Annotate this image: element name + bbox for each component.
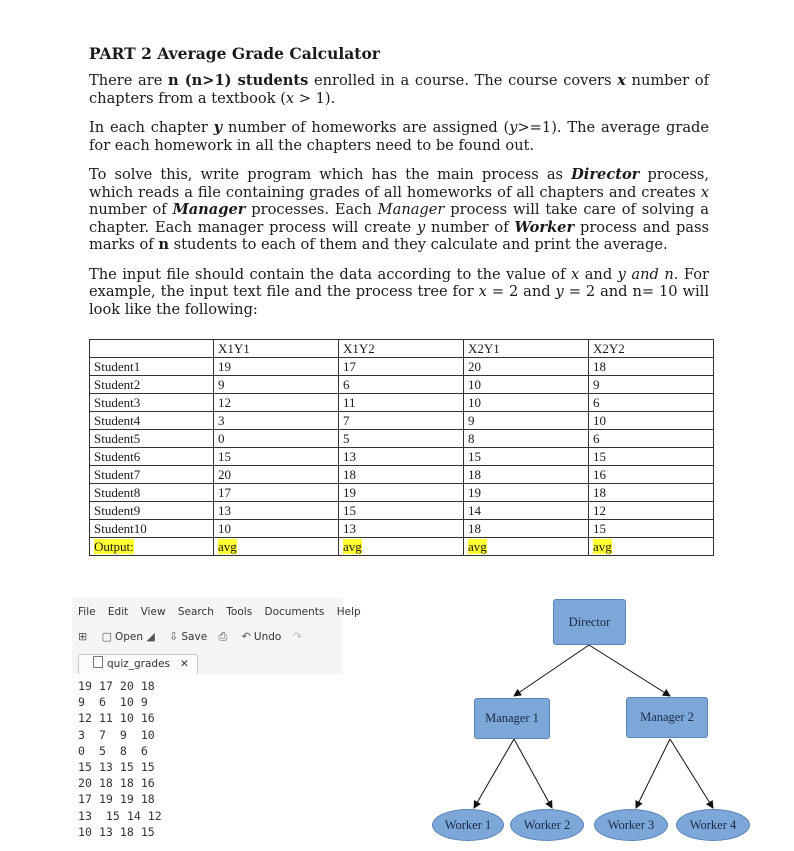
table-cell: 9 xyxy=(214,376,339,394)
text: and xyxy=(579,265,618,283)
table-row xyxy=(90,430,714,448)
paragraph-students xyxy=(89,72,709,107)
table-cell: 15 xyxy=(464,448,589,466)
close-tab-icon[interactable]: ✕ xyxy=(180,658,189,670)
toolbar xyxy=(78,630,313,644)
print-icon: ⎙ xyxy=(218,630,228,643)
row-label-cell: Student5 xyxy=(90,430,214,448)
text: There are xyxy=(89,72,169,89)
editor-line: 10 13 18 15 xyxy=(78,824,155,839)
text: > 1). xyxy=(294,89,336,107)
text: In each chapter xyxy=(89,119,214,136)
table-cell: 10 xyxy=(464,394,589,412)
text: To solve this, write program which has the main process as xyxy=(89,166,572,183)
column-header: X2Y2 xyxy=(589,340,714,358)
table-row xyxy=(90,484,714,502)
term-director: Director xyxy=(571,166,640,183)
paragraph-homeworks xyxy=(89,119,709,154)
menu-view[interactable]: View xyxy=(140,606,166,618)
table-cell: 17 xyxy=(339,358,464,376)
row-label-cell: Student6 xyxy=(90,448,214,466)
table-corner-cell xyxy=(90,340,214,358)
row-label-cell: Student4 xyxy=(90,412,214,430)
worker-3-node: Worker 3 xyxy=(594,809,668,841)
undo-button[interactable] xyxy=(242,630,282,643)
redo-icon: ↷ xyxy=(292,630,302,643)
table-cell: 15 xyxy=(589,448,714,466)
edge-director-manager2 xyxy=(589,645,670,696)
text: enrolled in a course. The course covers xyxy=(308,72,618,89)
row-label-cell: Student2 xyxy=(90,376,214,394)
var-x: x xyxy=(285,89,295,107)
editor-line: 3 7 9 10 xyxy=(78,727,155,742)
text: The input file should contain the data according to the value of xyxy=(89,265,571,283)
editor-line: 12 11 10 16 xyxy=(78,711,155,726)
undo-label: Undo xyxy=(253,631,282,643)
table-cell: 18 xyxy=(464,520,589,538)
new-document-icon: ⊞ xyxy=(78,630,88,643)
table-cell: 5 xyxy=(339,430,464,448)
text: number of homeworks are assigned ( xyxy=(222,119,510,136)
table-row xyxy=(90,502,714,520)
table-cell: 13 xyxy=(214,502,339,520)
var-y: y xyxy=(509,119,518,136)
text: = 2 and n= 10 will look like the following: xyxy=(89,283,709,318)
table-row xyxy=(90,412,714,430)
table-cell: 20 xyxy=(214,466,339,484)
text: number of xyxy=(89,201,173,218)
row-label-cell: Student7 xyxy=(90,466,214,484)
text: students to each of them and they calculate and print the average. xyxy=(168,236,668,253)
table-cell: 12 xyxy=(589,502,714,520)
table-cell: 18 xyxy=(464,466,589,484)
edge-manager1-worker2 xyxy=(514,739,552,808)
text: process, which reads a file containing grades of all homeworks of all chapters and creates xyxy=(89,166,709,201)
new-button[interactable] xyxy=(78,630,90,643)
table-cell: 10 xyxy=(589,412,714,430)
editor-text-area[interactable] xyxy=(72,674,342,851)
text-file-icon xyxy=(93,656,103,668)
grades-table xyxy=(89,339,714,556)
save-label: Save xyxy=(181,631,208,643)
table-cell: 9 xyxy=(589,376,714,394)
table-cell: 20 xyxy=(464,358,589,376)
text-editor-window xyxy=(72,598,361,851)
table-row xyxy=(90,394,714,412)
editor-line: 13 15 14 12 xyxy=(78,808,162,823)
output-value: avg xyxy=(593,539,612,554)
row-label-cell: Student9 xyxy=(90,502,214,520)
var-n: n xyxy=(158,236,169,253)
menu-tools[interactable]: Tools xyxy=(226,606,253,618)
output-value: avg xyxy=(343,539,362,554)
output-value: avg xyxy=(218,539,237,554)
editor-line: 9 6 10 9 xyxy=(78,695,148,710)
text: number of chapters from a textbook ( xyxy=(89,72,709,107)
table-body xyxy=(90,358,714,538)
document-body xyxy=(89,44,709,330)
tab-quiz-grades[interactable] xyxy=(78,654,198,674)
table-cell: 17 xyxy=(214,484,339,502)
editor-line: 20 18 18 16 xyxy=(78,776,155,791)
var-x: x xyxy=(700,183,709,201)
row-label-cell: Student10 xyxy=(90,520,214,538)
menu-documents[interactable]: Documents xyxy=(264,606,325,618)
table-cell: 18 xyxy=(589,484,714,502)
table-cell: 12 xyxy=(214,394,339,412)
table-cell: 10 xyxy=(464,376,589,394)
table-row xyxy=(90,466,714,484)
paragraph-input-file xyxy=(89,266,709,319)
worker-2-node: Worker 2 xyxy=(510,809,584,841)
table-cell: 10 xyxy=(214,520,339,538)
edge-manager1-worker1 xyxy=(474,739,514,808)
editor-line: 17 19 19 18 xyxy=(78,792,155,807)
edge-manager2-worker3 xyxy=(636,739,670,808)
editor-line: 0 5 8 6 xyxy=(78,743,148,758)
var-x: x xyxy=(478,283,487,300)
text: >=1). The average grade for each homework in all the chapters need to be found out. xyxy=(89,119,710,154)
director-node: Director xyxy=(553,599,626,645)
table-cell: 19 xyxy=(339,484,464,502)
output-cell xyxy=(214,538,339,556)
row-label-cell: Student8 xyxy=(90,484,214,502)
table-cell: 3 xyxy=(214,412,339,430)
process-tree-diagram xyxy=(420,590,794,851)
term-manager: Manager xyxy=(172,201,246,218)
table-cell: 19 xyxy=(214,358,339,376)
column-header: X2Y1 xyxy=(464,340,589,358)
section-heading: PART 2 Average Grade Calculator xyxy=(89,44,380,63)
text: process and pass marks of xyxy=(89,218,709,253)
output-cell xyxy=(589,538,714,556)
table-row xyxy=(90,358,714,376)
var-y: y xyxy=(213,119,223,136)
table-cell: 19 xyxy=(464,484,589,502)
menu-bar xyxy=(78,606,370,618)
output-label: Output: xyxy=(94,539,134,554)
text: number of xyxy=(425,218,515,236)
worker-1-node: Worker 1 xyxy=(432,809,504,841)
row-label-cell: Student3 xyxy=(90,394,214,412)
table-row xyxy=(90,376,714,394)
table-cell: 14 xyxy=(464,502,589,520)
menu-search[interactable]: Search xyxy=(177,606,214,618)
text: . For example, the input text file and the process tree for xyxy=(89,265,709,300)
paragraph-processes xyxy=(89,166,709,254)
table-cell: 18 xyxy=(339,466,464,484)
open-file-icon: ▢ xyxy=(101,630,112,643)
row-label-cell: Student1 xyxy=(90,358,214,376)
table-cell: 18 xyxy=(589,358,714,376)
column-header: X1Y1 xyxy=(214,340,339,358)
bold-text: n (n>1) students xyxy=(168,72,309,89)
table-cell: 16 xyxy=(589,466,714,484)
var-y: y xyxy=(416,218,426,236)
output-label-cell xyxy=(90,538,214,556)
save-icon: ⇩ xyxy=(169,630,179,643)
table-row xyxy=(90,520,714,538)
table-cell: 7 xyxy=(339,412,464,430)
edge-manager2-worker4 xyxy=(670,739,713,808)
manager-2-node: Manager 2 xyxy=(626,697,708,738)
term-worker: Worker xyxy=(514,218,575,236)
output-value: avg xyxy=(468,539,487,554)
worker-4-node: Worker 4 xyxy=(676,809,750,841)
manager-1-node: Manager 1 xyxy=(474,698,550,739)
open-label: Open xyxy=(114,631,144,643)
table-cell: 0 xyxy=(214,430,339,448)
term-manager: Manager xyxy=(377,201,445,218)
tab-bar xyxy=(72,652,342,674)
var-x: x xyxy=(570,265,580,283)
redo-button[interactable] xyxy=(293,630,305,643)
output-cell xyxy=(464,538,589,556)
table-cell: 9 xyxy=(464,412,589,430)
open-button[interactable] xyxy=(102,630,158,643)
table-cell: 13 xyxy=(339,448,464,466)
table-cell: 6 xyxy=(339,376,464,394)
table-cell: 8 xyxy=(464,430,589,448)
table-cell: 15 xyxy=(589,520,714,538)
undo-icon: ↶ xyxy=(241,630,251,643)
table-cell: 15 xyxy=(214,448,339,466)
var-y: y xyxy=(555,283,564,300)
save-button[interactable] xyxy=(169,630,207,643)
editor-line: 19 17 20 18 xyxy=(78,679,155,693)
output-cell xyxy=(339,538,464,556)
text: = 2 and xyxy=(486,283,556,300)
table-cell: 6 xyxy=(589,394,714,412)
dropdown-arrow-icon: ◢ xyxy=(146,630,155,643)
menu-edit[interactable]: Edit xyxy=(107,606,129,618)
editor-line: 15 13 15 15 xyxy=(78,760,155,775)
table-row xyxy=(90,448,714,466)
edge-director-manager1 xyxy=(514,645,589,696)
table-output-row xyxy=(90,538,714,556)
table-cell: 15 xyxy=(339,502,464,520)
text: processes. Each xyxy=(245,201,378,218)
table-cell: 6 xyxy=(589,430,714,448)
table-header-row xyxy=(90,340,714,358)
menu-file[interactable]: File xyxy=(78,606,96,618)
var-x: x xyxy=(617,72,626,89)
var-y-n: y and n xyxy=(617,265,674,283)
menu-help[interactable]: Help xyxy=(336,606,361,618)
tab-label: quiz_grades xyxy=(107,658,171,670)
table-cell: 13 xyxy=(339,520,464,538)
table-cell: 11 xyxy=(339,394,464,412)
column-header: X1Y2 xyxy=(339,340,464,358)
print-button[interactable] xyxy=(219,630,231,644)
text: process will take care of solving a chapter. Each manager process will create xyxy=(89,201,709,236)
